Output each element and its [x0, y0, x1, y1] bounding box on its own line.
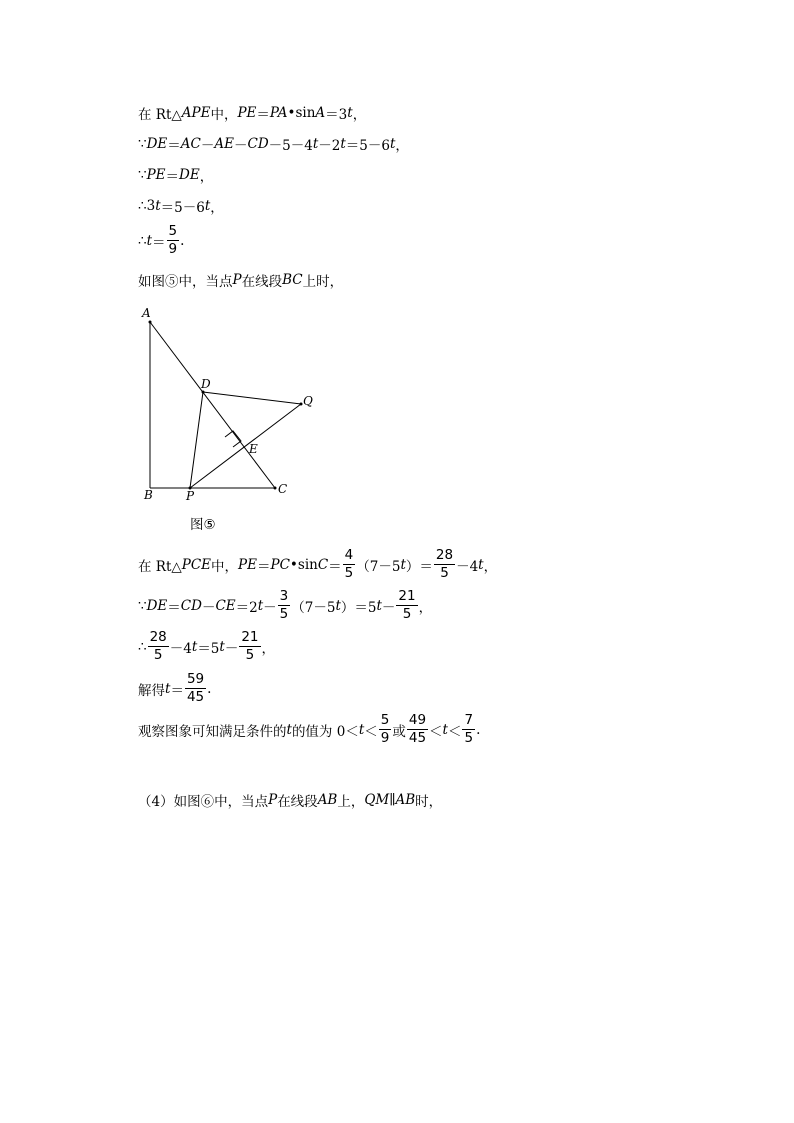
text: －2	[318, 138, 341, 154]
text: .	[180, 232, 185, 249]
math-var: t	[204, 198, 211, 214]
numerator: 7	[464, 712, 474, 728]
text: ＝	[167, 599, 181, 616]
text: 在 Rt△	[138, 558, 182, 575]
math-var: t	[400, 556, 406, 573]
math-var: t	[286, 721, 292, 738]
text-line-3	[138, 165, 213, 185]
text: ＝2	[235, 599, 258, 616]
text-line-7	[138, 548, 497, 581]
text: （7－5	[291, 599, 336, 616]
fraction	[148, 630, 169, 663]
text: ∵	[138, 136, 147, 152]
math-var: t	[335, 597, 341, 614]
text: .	[207, 680, 212, 697]
text: ＜	[429, 723, 443, 740]
text: ∥	[389, 792, 396, 808]
math-var: CE	[215, 597, 236, 614]
math-var: PE	[237, 105, 257, 121]
label-q: Q	[303, 394, 313, 408]
text-line-2	[138, 134, 409, 154]
label-b: B	[144, 488, 153, 502]
math-var: t	[191, 638, 198, 655]
math-var: CD	[247, 136, 269, 152]
text: 上时，	[302, 274, 344, 290]
text: －	[233, 138, 248, 154]
label-c: C	[278, 482, 288, 496]
denominator: 9	[168, 241, 178, 257]
denominator: 45	[186, 689, 205, 705]
text: 或	[392, 723, 406, 740]
math-var: BC	[282, 272, 303, 288]
text-line-12	[138, 790, 442, 810]
denominator: 5	[245, 647, 255, 663]
text: 在 Rt△	[138, 107, 182, 123]
label-a: A	[142, 306, 151, 320]
math-var: t	[376, 597, 382, 614]
numerator: 4	[344, 547, 354, 563]
text: 中，	[210, 107, 238, 123]
math-var: t	[347, 105, 353, 121]
math-var: t	[165, 680, 171, 697]
text: ＜	[364, 723, 378, 740]
math-var: PA	[269, 105, 288, 121]
math-var: DE	[179, 167, 200, 183]
text-line-4	[138, 196, 224, 216]
text: ＝	[152, 234, 166, 251]
math-var: t	[358, 721, 365, 738]
text: －	[381, 599, 396, 616]
denominator: 45	[408, 730, 427, 746]
numerator: 3	[279, 588, 289, 604]
math-var: t	[219, 638, 225, 655]
fraction	[185, 672, 206, 705]
text: ，	[261, 640, 276, 657]
text: 时，	[415, 794, 443, 810]
text: ＝	[165, 169, 180, 185]
denominator: 5	[464, 730, 474, 746]
text-line-11	[138, 713, 480, 746]
math-var: AB	[395, 792, 416, 808]
denominator: 9	[380, 730, 390, 746]
text: ＝	[328, 558, 342, 575]
numerator: 28	[149, 629, 167, 645]
fraction	[343, 548, 356, 581]
text: －5－4	[268, 138, 313, 154]
fraction	[239, 630, 260, 663]
fraction	[167, 224, 180, 257]
text-line-10	[138, 672, 211, 705]
numerator: 21	[398, 588, 416, 604]
text: 上，	[337, 794, 365, 810]
numerator: 28	[435, 547, 454, 563]
math-var: t	[155, 198, 161, 214]
math-var: t	[312, 136, 319, 152]
text: ∴3	[138, 198, 156, 214]
denominator: 5	[440, 565, 449, 581]
math-var: P	[232, 272, 242, 288]
text: ，	[483, 558, 498, 575]
math-var: CD	[180, 597, 202, 614]
text: －	[201, 599, 216, 616]
text-line-6	[138, 270, 343, 290]
fraction	[278, 589, 291, 622]
math-var: AC	[180, 136, 201, 152]
point-a	[149, 321, 152, 324]
text: ，	[352, 107, 367, 123]
text: 的值为 0＜	[291, 723, 359, 740]
text-line-9	[138, 630, 275, 663]
text: 解得	[138, 682, 165, 699]
fraction	[396, 589, 417, 622]
fraction	[434, 548, 455, 581]
text-line-1	[138, 103, 366, 123]
segment-dq	[203, 392, 301, 404]
text: •sin	[287, 105, 316, 121]
text: ＜	[447, 723, 462, 740]
math-var: PE	[238, 556, 257, 573]
text: .	[476, 721, 481, 738]
point-c	[274, 487, 277, 490]
text-line-8	[138, 589, 432, 622]
text: 在线段	[241, 274, 283, 290]
segment-ac	[150, 322, 275, 488]
fraction	[462, 713, 475, 746]
text: －	[200, 138, 215, 154]
text: ＝3	[325, 107, 348, 123]
text: ＝5－6	[160, 200, 205, 216]
label-p: P	[186, 489, 195, 503]
text: ，	[199, 169, 214, 185]
text: 观察图象可知满足条件的	[138, 723, 287, 740]
figure-caption: 图⑤	[190, 517, 216, 533]
denominator: 5	[402, 606, 412, 622]
text: •sin	[289, 556, 318, 573]
text: ＝5－6	[345, 138, 390, 154]
text: ＝5	[197, 640, 220, 657]
math-var: APE	[181, 105, 211, 121]
math-var: PE	[146, 167, 166, 183]
segment-pd	[190, 392, 203, 488]
text: －4	[169, 640, 192, 657]
text: （7－5	[356, 558, 401, 575]
denominator: 5	[153, 647, 163, 663]
math-var: AB	[317, 792, 338, 808]
text: ＝	[170, 682, 184, 699]
text: ，	[210, 200, 224, 216]
text: ∵	[138, 167, 147, 183]
numerator: 49	[408, 712, 427, 728]
geometry-figure	[135, 300, 335, 540]
label-e: E	[249, 442, 258, 456]
math-var: PC	[270, 556, 290, 573]
text: ，	[395, 138, 409, 154]
text: －	[263, 599, 277, 616]
math-var: QM	[364, 792, 390, 808]
text: ）＝	[405, 558, 433, 575]
numerator: 21	[241, 629, 259, 645]
text: 如图⑤中，当点	[138, 274, 233, 290]
text: 在线段	[277, 794, 318, 810]
math-var: t	[257, 597, 264, 614]
fraction	[407, 713, 428, 746]
text: ∵	[138, 597, 147, 614]
denominator: 5	[344, 565, 354, 581]
math-var: t	[389, 136, 396, 152]
math-var: DE	[146, 597, 168, 614]
text: （4）如图⑥中，当点	[138, 794, 269, 810]
text-line-5	[138, 224, 184, 257]
math-var: t	[146, 232, 153, 249]
text: ＝	[256, 107, 270, 123]
text: ∴	[138, 232, 147, 249]
math-var: PCE	[181, 556, 212, 573]
math-var: t	[478, 556, 484, 573]
fraction	[379, 713, 392, 746]
label-d: D	[201, 377, 211, 391]
segment-pq	[190, 404, 301, 488]
math-var: A	[315, 105, 326, 121]
text: ＝	[257, 558, 271, 575]
text: －4	[456, 558, 479, 575]
text: ∴	[138, 638, 147, 655]
denominator: 5	[279, 606, 289, 622]
text: ，	[418, 599, 433, 616]
math-var: P	[268, 792, 278, 808]
math-var: t	[340, 136, 346, 152]
math-var: t	[442, 721, 448, 738]
math-var: C	[317, 556, 329, 573]
math-var: AE	[214, 136, 234, 152]
text: －	[224, 640, 239, 657]
math-var: DE	[146, 136, 168, 152]
text: ）＝5	[340, 599, 377, 616]
numerator: 5	[380, 712, 390, 728]
numerator: 5	[168, 223, 178, 239]
numerator: 59	[186, 671, 205, 687]
text: 中，	[211, 558, 239, 575]
text: ＝	[167, 138, 181, 154]
